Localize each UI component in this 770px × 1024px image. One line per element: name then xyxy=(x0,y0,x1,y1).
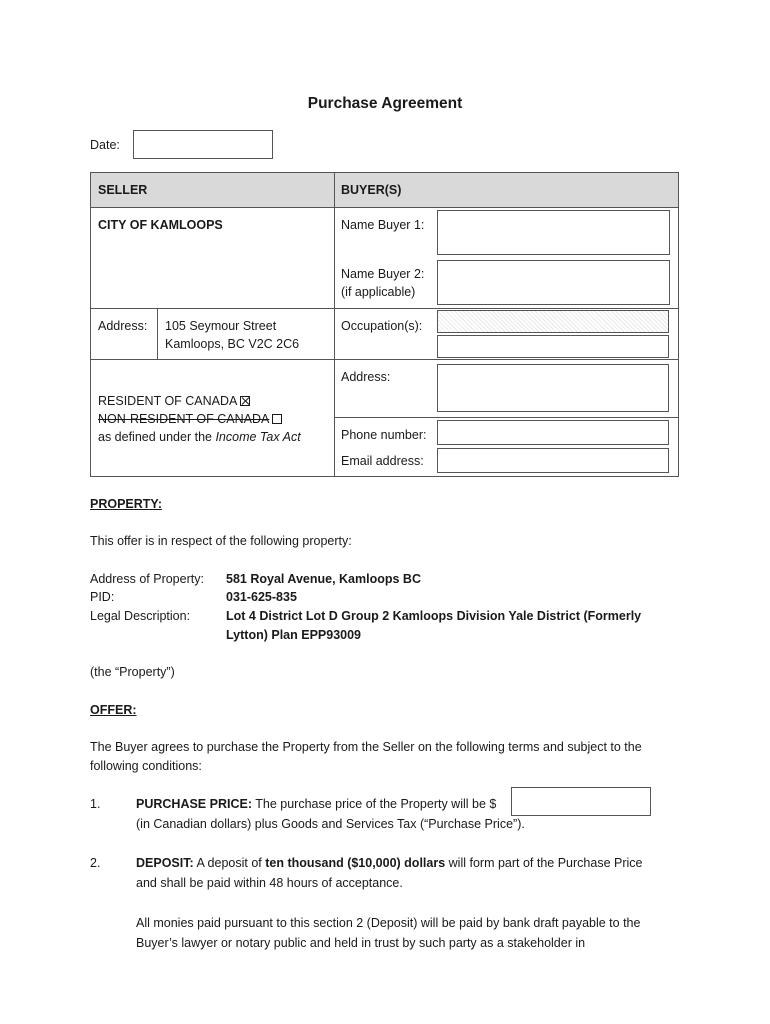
property-defined: (the “Property”) xyxy=(90,665,175,679)
income-tax-act-note xyxy=(98,428,301,446)
legal-description-label: Legal Description: xyxy=(90,609,191,623)
buyer-address-field[interactable] xyxy=(437,364,669,412)
pid-value: 031-625-835 xyxy=(226,590,297,604)
seller-address-line1: 105 Seymour Street xyxy=(165,319,277,333)
pid-label: PID: xyxy=(90,590,115,604)
occupation-label: Occupation(s): xyxy=(341,319,423,333)
resident-label: RESIDENT OF CANADA xyxy=(98,394,238,408)
item1-line1 xyxy=(136,795,496,813)
property-intro: This offer is in respect of the following property: xyxy=(90,534,352,548)
property-heading: PROPERTY: xyxy=(90,497,162,511)
property-address-value: 581 Royal Avenue, Kamloops BC xyxy=(226,572,421,586)
non-resident-label: NON-RESIDENT OF CANADA xyxy=(98,412,270,426)
name-buyer-2-note: (if applicable) xyxy=(341,285,416,299)
name-buyer-1-field[interactable] xyxy=(437,210,670,255)
legal-description-line2: Lytton) Plan EPP93009 xyxy=(226,628,361,642)
item1-title: PURCHASE PRICE: xyxy=(136,797,252,811)
legal-description-line1: Lot 4 District Lot D Group 2 Kamloops Division Yale District (Formerly xyxy=(226,609,642,623)
non-resident-checkbox[interactable] xyxy=(272,414,282,424)
item2-deposit-amount: ten thousand ($10,000) dollars xyxy=(265,856,446,870)
occupation-field-2[interactable] xyxy=(437,335,669,358)
seller-address-line2: Kamloops, BC V2C 2C6 xyxy=(165,337,300,351)
item2-para2-line1: All monies paid pursuant to this section 2 (Deposit) will be paid by bank draft payable to the xyxy=(136,916,641,930)
offer-heading: OFFER: xyxy=(90,703,137,717)
item1-number: 1. xyxy=(90,797,101,811)
date-label: Date: xyxy=(90,138,120,152)
item1-text: The purchase price of the Property will be $ xyxy=(252,797,497,811)
seller-header: SELLER xyxy=(98,183,148,197)
page-title: Purchase Agreement xyxy=(307,95,463,112)
phone-label: Phone number: xyxy=(341,428,427,442)
buyer-header: BUYER(S) xyxy=(341,183,402,197)
name-buyer-2-label: Name Buyer 2: xyxy=(341,267,425,281)
income-tax-act: Income Tax Act xyxy=(215,430,301,444)
email-label: Email address: xyxy=(341,454,424,468)
item1-line2: (in Canadian dollars) plus Goods and Services Tax (“Purchase Price”). xyxy=(136,817,525,831)
item2-line2: and shall be paid within 48 hours of acceptance. xyxy=(136,876,403,890)
resident-option xyxy=(98,392,250,410)
item2-title: DEPOSIT: xyxy=(136,856,194,870)
occupation-field-1[interactable] xyxy=(437,310,669,333)
buyer-address-label: Address: xyxy=(341,370,391,384)
item2-text-a: A deposit of xyxy=(193,856,266,870)
purchase-price-field[interactable] xyxy=(511,787,651,816)
offer-intro-line2: following conditions: xyxy=(90,759,202,773)
seller-name: CITY OF KAMLOOPS xyxy=(98,218,223,232)
non-resident-option xyxy=(98,410,282,428)
email-field[interactable] xyxy=(437,448,669,473)
offer-intro-line1: The Buyer agrees to purchase the Property from the Seller on the following terms and subject to the xyxy=(90,740,642,754)
item2-number: 2. xyxy=(90,856,101,870)
defined-prefix: as defined under the xyxy=(98,430,216,444)
resident-checkbox[interactable] xyxy=(240,396,250,406)
item2-para2-line2: Buyer’s lawyer or notary public and held in trust by such party as a stakeholder in xyxy=(136,936,586,950)
seller-address-label: Address: xyxy=(98,319,148,333)
item2-text-b: will form part of the Purchase Price xyxy=(445,856,643,870)
name-buyer-2-field[interactable] xyxy=(437,260,670,305)
name-buyer-1-label: Name Buyer 1: xyxy=(341,218,425,232)
date-field[interactable] xyxy=(133,130,273,159)
property-address-label: Address of Property: xyxy=(90,572,204,586)
phone-field[interactable] xyxy=(437,420,669,445)
item2-line1 xyxy=(136,854,642,872)
